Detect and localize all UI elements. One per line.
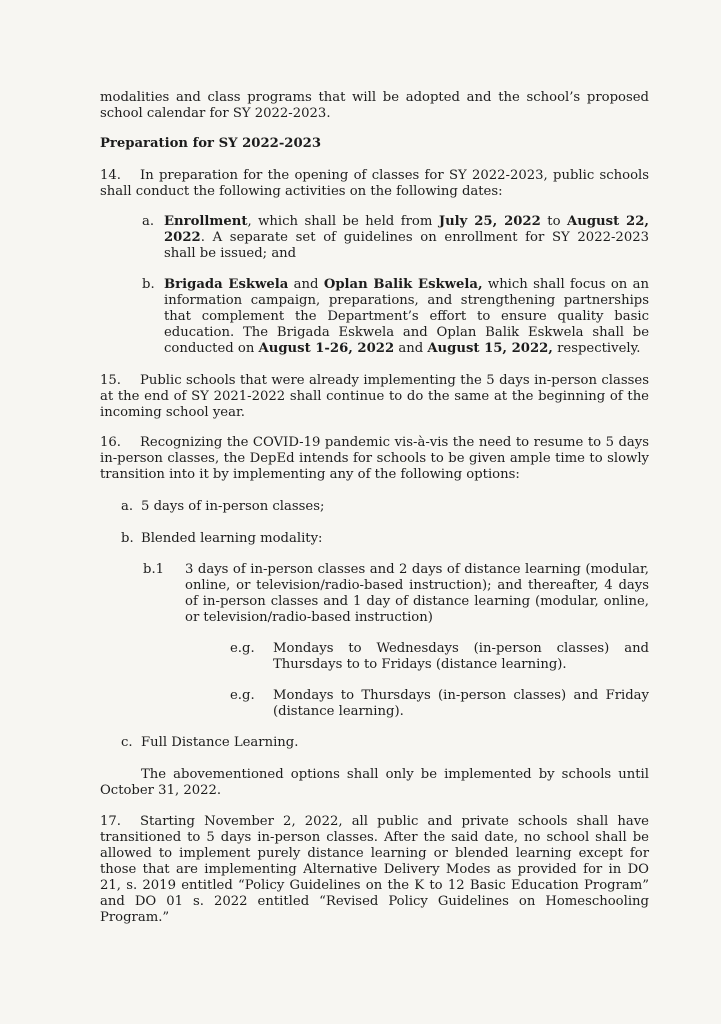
item-16b1-text: 3 days of in-person classes and 2 days of distance learning (modular, online, or television/radio-based instruction); and thereafter, 4 days of in-person classes and 1 day of distance learning (modular, online, or television/radio-based instruction) bbox=[185, 562, 649, 625]
section-heading: Preparation for SY 2022-2023 bbox=[100, 136, 322, 151]
item-16c-text: Full Distance Learning. bbox=[141, 735, 299, 750]
paragraph-17 bbox=[100, 814, 649, 926]
text-fragment: which shall focus on an information campaign, preparations, and strengthening partnerships that complement the Department’s effort to ensure quality basic education. The Brigada Eskwela and Oplan Balik Eskwela shall be conducted on bbox=[164, 277, 650, 356]
text-fragment: , which shall be held from bbox=[247, 214, 439, 229]
paragraph-14-text: In preparation for the opening of classes for SY 2022-2023, public schools shall conduct the following activities on the following dates: bbox=[100, 168, 649, 199]
brigada-eskwela-term: Brigada Eskwela bbox=[164, 277, 289, 292]
options-note bbox=[100, 767, 649, 799]
item-label: b.1 bbox=[143, 562, 165, 577]
paragraph-16 bbox=[100, 435, 649, 483]
example-label: e.g. bbox=[230, 688, 255, 703]
paragraph-number: 17. bbox=[100, 814, 121, 829]
item-label: a. bbox=[121, 499, 134, 514]
paragraph-14 bbox=[100, 168, 649, 200]
item-label: b. bbox=[121, 531, 134, 546]
text-fragment: to bbox=[540, 214, 568, 229]
continuation-text: modalities and class programs that will be adopted and the school’s proposed school calendar for SY 2022-2023. bbox=[100, 90, 649, 121]
paragraph-15 bbox=[100, 373, 649, 421]
enrollment-end-date: August 22, 2022 bbox=[164, 214, 649, 245]
options-note-text: The abovementioned options shall only be implemented by schools until October 31, 2022. bbox=[100, 767, 649, 798]
item-14a-text bbox=[164, 214, 649, 262]
item-16b-text: Blended learning modality: bbox=[141, 531, 323, 546]
text-fragment: . A separate set of guidelines on enrollment for SY 2022-2023 shall be issued; and bbox=[164, 230, 649, 261]
item-16a-text: 5 days of in-person classes; bbox=[141, 499, 325, 514]
text-fragment: and bbox=[288, 277, 324, 292]
oplan-balik-eskwela-term: Oplan Balik Eskwela, bbox=[323, 277, 483, 292]
oplan-date: August 15, 2022, bbox=[427, 341, 553, 356]
enrollment-start-date: July 25, 2022 bbox=[438, 214, 541, 229]
paragraph-number: 15. bbox=[100, 373, 121, 388]
brigada-date: August 1-26, 2022 bbox=[258, 341, 395, 356]
paragraph-17-text: Starting November 2, 2022, all public and private schools shall have transitioned to 5 days in-person classes. After the said date, no school shall be allowed to implement purely distance learning or blended learning except for those that are implementing Alternative Delivery Modes as provided for in DO 21, s. 2019 entitled “Policy Guidelines on the K to 12 Basic Education Program” and DO 01 s. 2022 entitled “Revised Policy Guidelines on Homeschooling Program.” bbox=[100, 814, 649, 925]
item-label: b. bbox=[142, 277, 155, 292]
text-fragment: respectively. bbox=[552, 341, 641, 356]
text-fragment: and bbox=[394, 341, 428, 356]
item-label: c. bbox=[121, 735, 133, 750]
enrollment-term: Enrollment bbox=[164, 214, 248, 229]
item-14b-text bbox=[164, 277, 649, 357]
continuation-paragraph bbox=[100, 90, 649, 122]
paragraph-number: 16. bbox=[100, 435, 121, 450]
item-label: a. bbox=[142, 214, 155, 229]
paragraph-15-text: Public schools that were already implementing the 5 days in-person classes at the end of SY 2021-2022 shall continue to do the same at the beginning of the incoming school year. bbox=[100, 373, 649, 420]
paragraph-number: 14. bbox=[100, 168, 121, 183]
example-2-text: Mondays to Thursdays (in-person classes) and Friday (distance learning). bbox=[273, 688, 649, 719]
example-1-text: Mondays to Wednesdays (in-person classes) and Thursdays to to Fridays (distance learning). bbox=[273, 641, 649, 672]
paragraph-16-text: Recognizing the COVID-19 pandemic vis-à-vis the need to resume to 5 days in-person classes, the DepEd intends for schools to be given ample time to slowly transition into it by implementing any of the following options: bbox=[100, 435, 649, 482]
example-label: e.g. bbox=[230, 641, 255, 656]
